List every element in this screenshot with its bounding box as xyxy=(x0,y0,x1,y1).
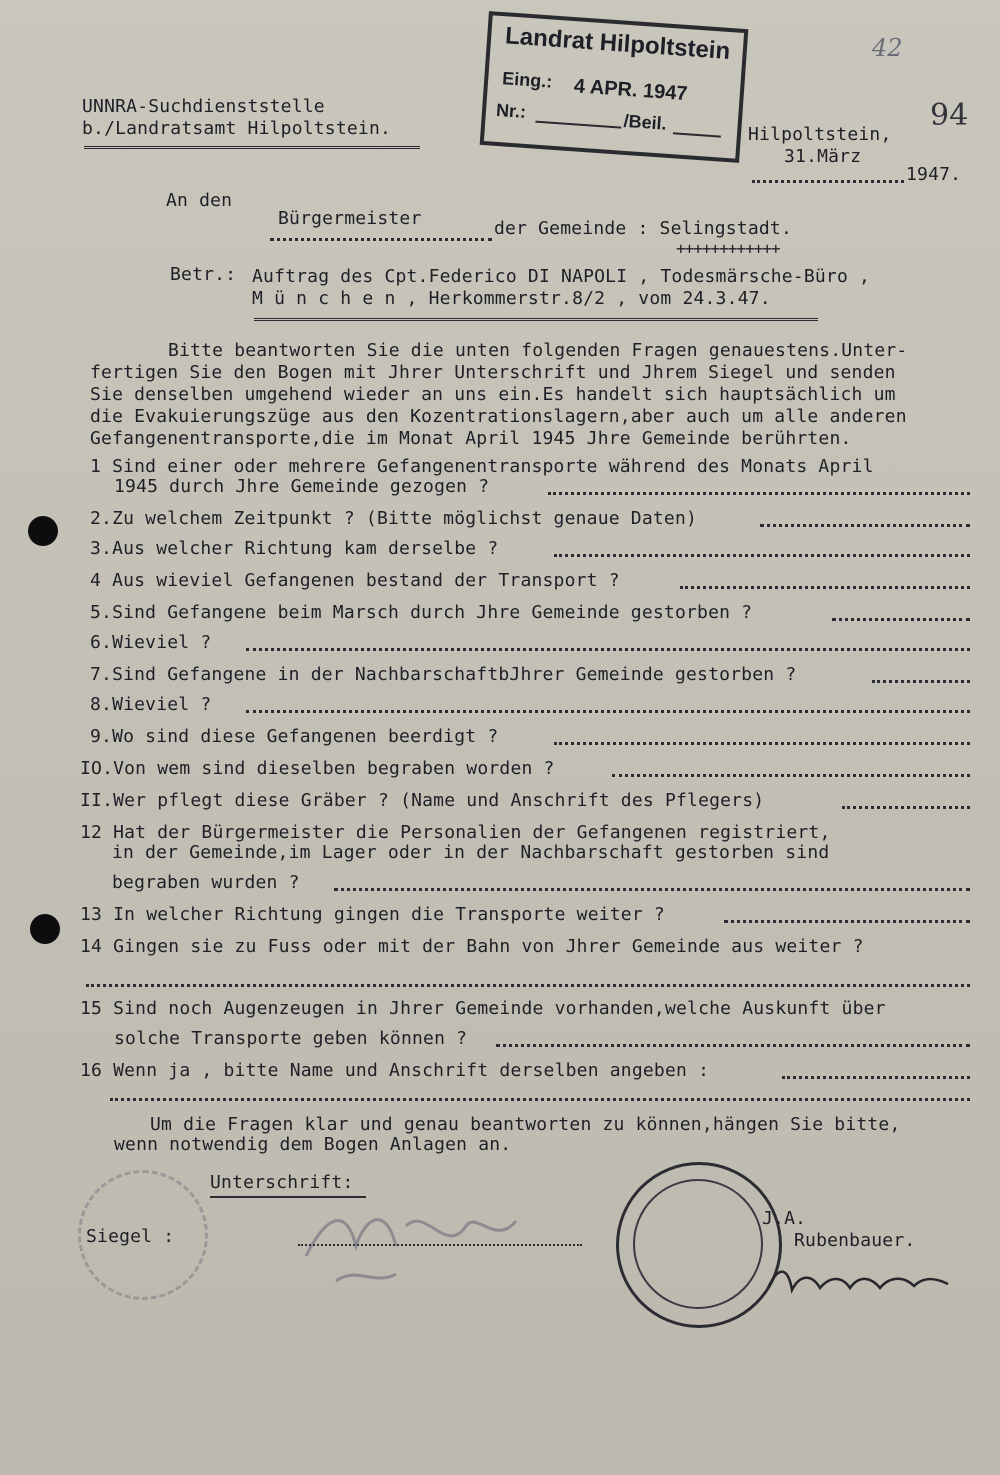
answer-line-10 xyxy=(612,774,970,777)
answer-line-3 xyxy=(554,554,970,557)
office-underline xyxy=(84,146,420,149)
question-12: 12 Hat der Bürgermeister die Personalien der Gefangenen registriert, xyxy=(80,822,831,843)
question-3: 3.Aus welcher Richtung kam derselbe ? xyxy=(90,538,499,559)
answer-line-4 xyxy=(680,586,970,589)
question-9: 9.Wo sind diese Gefangenen beerdigt ? xyxy=(90,726,499,747)
closing-line-2: wenn notwendig dem Bogen Anlagen an. xyxy=(114,1134,512,1155)
punch-hole-bottom xyxy=(30,914,60,944)
closing-line-1: Um die Fragen klar und genau beantworten zu können,hängen Sie bitte, xyxy=(150,1114,901,1135)
recipient-dotted-line xyxy=(270,238,492,241)
office-line-1: UNNRA-Suchdienststelle xyxy=(82,96,325,117)
year: 1947. xyxy=(906,164,962,185)
answer-line-1 xyxy=(548,492,970,495)
answer-line-2 xyxy=(760,524,970,527)
stamp-title: Landrat Hilpoltstein xyxy=(504,22,732,65)
file-number: 94 xyxy=(930,98,969,133)
answer-line-9 xyxy=(554,742,970,745)
question-10: IO.Von wem sind dieselben begraben worden ? xyxy=(80,758,555,779)
place: Hilpoltstein, xyxy=(748,124,892,145)
answer-line-15 xyxy=(496,1044,970,1047)
answer-line-16 xyxy=(782,1076,970,1079)
intro-line-4: die Evakuierungszüge aus den Kozentrationslagern,aber auch um alle anderen xyxy=(90,406,907,427)
date-dotted-line xyxy=(752,180,904,183)
subject-line-1: Auftrag des Cpt.Federico DI NAPOLI , Todesmärsche-Büro , xyxy=(252,266,871,287)
answer-line-11 xyxy=(842,806,970,809)
intro-line-2: fertigen Sie den Bogen mit Jhrer Unterschrift und Jhrem Siegel und senden xyxy=(90,362,896,383)
question-12-cont: in der Gemeinde,im Lager oder in der Nachbarschaft gestorben sind xyxy=(112,842,830,863)
question-2: 2.Zu welchem Zeitpunkt ? (Bitte möglichst genaue Daten) xyxy=(90,508,698,529)
stamp-received-date: 4 APR. 1947 xyxy=(573,75,689,106)
signature-label: Unterschrift: xyxy=(210,1172,354,1193)
question-15-cont: solche Transporte geben können ? xyxy=(114,1028,468,1049)
handwritten-signature xyxy=(296,1186,556,1296)
intro-line-1: Bitte beantworten Sie die unten folgenden Fragen genauestens.Unter- xyxy=(168,340,908,361)
answer-line-16b xyxy=(110,1098,970,1101)
punch-hole-top xyxy=(28,516,58,546)
question-5: 5.Sind Gefangene beim Marsch durch Jhre Gemeinde gestorben ? xyxy=(90,602,753,623)
official-round-seal xyxy=(616,1162,782,1328)
intro-line-5: Gefangenentransporte,die im Monat April 1945 Jhre Gemeinde berührten. xyxy=(90,428,852,449)
subject-underline xyxy=(254,318,818,321)
question-16: 16 Wenn ja , bitte Name und Anschrift derselben angeben : xyxy=(80,1060,710,1081)
stamp-attachment-label: /Beil. xyxy=(622,110,668,134)
question-15: 15 Sind noch Augenzeugen in Jhrer Gemeinde vorhanden,welche Auskunft über xyxy=(80,998,886,1019)
rubenbauer-signature xyxy=(764,1262,954,1302)
question-14: 14 Gingen sie zu Fuss oder mit der Bahn von Jhrer Gemeinde aus weiter ? xyxy=(80,936,864,957)
subject-label: Betr.: xyxy=(170,264,237,285)
answer-line-14 xyxy=(86,984,970,987)
recipient: Bürgermeister xyxy=(278,208,422,229)
official-seal-inner-ring xyxy=(633,1179,763,1309)
page-number: 42 xyxy=(872,34,903,62)
question-1-cont: 1945 durch Jhre Gemeinde gezogen ? xyxy=(114,476,490,497)
municipality: der Gemeinde : Selingstadt. xyxy=(494,218,792,239)
answer-line-5 xyxy=(832,618,970,621)
answer-line-8 xyxy=(246,710,970,713)
question-12-end: begraben wurden ? xyxy=(112,872,300,893)
subject-line-2: M ü n c h e n , Herkommerstr.8/2 , vom 24.3.47. xyxy=(252,288,771,309)
seal-label: Siegel : xyxy=(86,1226,175,1247)
intro-line-3: Sie denselben umgehend wieder an uns ein.Es handelt sich hauptsächlich um xyxy=(90,384,896,405)
municipality-underline: ++++++++++++ xyxy=(676,239,780,258)
answer-line-12 xyxy=(334,888,970,891)
answer-line-6 xyxy=(246,648,970,651)
address-to: An den xyxy=(166,190,233,211)
office-line-2: b./Landratsamt Hilpoltstein. xyxy=(82,118,392,139)
question-7: 7.Sind Gefangene in der NachbarschaftbJhrer Gemeinde gestorben ? xyxy=(90,664,797,685)
question-8: 8.Wieviel ? xyxy=(90,694,212,715)
received-stamp xyxy=(480,11,749,163)
question-13: 13 In welcher Richtung gingen die Transporte weiter ? xyxy=(80,904,665,925)
signature-name: Rubenbauer. xyxy=(794,1230,916,1251)
question-4: 4 Aus wieviel Gefangenen bestand der Transport ? xyxy=(90,570,620,591)
answer-line-7 xyxy=(872,680,970,683)
stamp-attachment-line xyxy=(673,132,721,137)
answer-line-13 xyxy=(724,920,970,923)
stamp-number-label: Nr.: xyxy=(495,99,527,122)
question-6: 6.Wieviel ? xyxy=(90,632,212,653)
stamp-number-line xyxy=(535,121,621,129)
date: 31.März xyxy=(784,146,862,167)
signature-ia: J.A. xyxy=(762,1208,807,1229)
question-1: 1 Sind einer oder mehrere Gefangenentransporte während des Monats April xyxy=(90,456,874,477)
question-11: II.Wer pflegt diese Gräber ? (Name und Anschrift des Pflegers) xyxy=(80,790,765,811)
stamp-received-label: Eing.: xyxy=(501,68,553,92)
